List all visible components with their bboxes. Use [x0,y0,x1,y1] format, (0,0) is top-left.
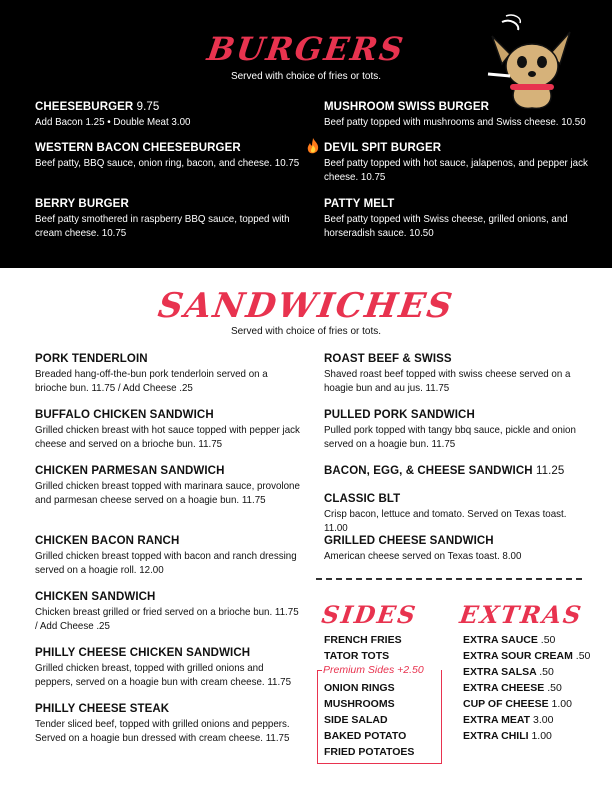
item-name: ROAST BEEF & SWISS [324,353,452,365]
item-name: WESTERN BACON CHEESEBURGER [35,142,241,154]
premium-sides-list [324,680,414,760]
extra-price: 1.00 [551,698,572,710]
item-name: CLASSIC BLT [324,493,401,505]
list-item [463,648,590,664]
sandwiches-subtitle: Served with choice of fries or tots. [230,326,382,337]
extra-name: EXTRA SAUCE [463,634,538,646]
item-desc: Beef patty topped with Swiss cheese, grilled onions, and horseradish sauce. 10.50 [324,213,568,239]
item-desc: Breaded hang-off-the-bun pork tenderloin served on a brioche bun. 11.75 / Add Cheese .25 [35,368,268,394]
menu-item [324,534,586,563]
list-item [463,632,590,648]
item-name: CHEESEBURGER [35,101,134,113]
extra-name: EXTRA MEAT [463,714,531,726]
sandwiches-title: SANDWICHES [155,286,457,326]
menu-item [35,534,297,577]
item-desc: Chicken breast grilled or fried served on a brioche bun. 11.75 / Add Cheese .25 [35,606,299,632]
extra-price: 1.00 [531,730,552,742]
menu-item [324,408,586,451]
item-name: BERRY BURGER [35,198,129,210]
list-item: FRENCH FRIES [324,634,402,646]
list-item: MUSHROOMS [324,698,395,710]
sides-list [324,632,402,664]
extra-price: .50 [539,666,554,678]
extras-list [463,632,590,744]
item-name: PORK TENDERLOIN [35,353,148,365]
extra-name: EXTRA SOUR CREAM [463,650,573,662]
section-divider [316,578,582,580]
extra-price: .50 [540,634,556,646]
item-name: CHICKEN BACON RANCH [35,535,180,547]
chihuahua-mascot [480,14,580,110]
burgers-title: BURGERS [204,30,408,68]
menu-item [324,492,586,535]
premium-sides-label: Premium Sides +2.50 [323,664,428,676]
burgers-subtitle: Served with choice of fries or tots. [230,71,382,82]
list-item: SIDE SALAD [324,714,388,726]
item-name: BUFFALO CHICKEN SANDWICH [35,409,214,421]
item-desc: Crisp bacon, lettuce and tomato. Served on Texas toast. 11.00 [324,508,567,534]
item-desc: Grilled chicken breast topped with bacon and ranch dressing served on a hoagie roll. 12.00 [35,550,297,576]
list-item: ONION RINGS [324,682,395,694]
list-item: TATOR TOTS [324,650,390,662]
burgers-section [0,0,612,268]
list-item [463,664,590,680]
item-name: PATTY MELT [324,198,395,210]
list-item: BAKED POTATO [324,730,407,742]
list-item [463,712,590,728]
menu-item [324,352,586,395]
item-desc: Grilled chicken breast topped with marinara sauce, provolone and parmesan cheese served on a hoagie bun. 11.75 [35,480,300,506]
item-desc: Beef patty smothered in raspberry BBQ sauce, topped with cream cheese. 10.75 [35,213,290,239]
list-item [463,680,590,696]
menu-item [35,141,300,170]
item-desc: Grilled chicken breast with hot sauce topped with pepper jack cheese and served on a brioche bun. 11.75 [35,424,300,450]
item-desc: Beef patty topped with mushrooms and Swiss cheese. 10.50 [324,116,586,128]
item-desc: Add Bacon 1.25 • Double Meat 3.00 [35,116,191,128]
menu-item [35,590,297,633]
menu-item [324,197,586,240]
menu-item [35,352,297,395]
menu-item [324,464,586,479]
item-name: GRILLED CHEESE SANDWICH [324,535,494,547]
flame-icon [306,138,320,156]
item-name: PHILLY CHEESE CHICKEN SANDWICH [35,647,251,659]
menu-item [35,464,300,507]
menu-item [35,100,297,129]
item-desc: Pulled pork topped with tangy bbq sauce, pickle and onion served on a hoagie bun. 11.75 [324,424,576,450]
menu-item [35,197,297,240]
list-item: FRIED POTATOES [324,746,415,758]
extra-price: .50 [575,650,591,662]
extras-title: EXTRAS [457,600,585,629]
item-price: 9.75 [136,101,160,113]
item-desc: Beef patty, BBQ sauce, onion ring, bacon, and cheese. 10.75 [35,157,300,169]
item-name: CHICKEN PARMESAN SANDWICH [35,465,225,477]
extra-name: EXTRA CHILI [463,730,529,742]
item-name: MUSHROOM SWISS BURGER [324,101,490,113]
item-desc: Beef patty topped with hot sauce, jalapenos, and pepper jack cheese. 10.75 [324,157,588,183]
menu-item [324,141,586,184]
extra-name: EXTRA CHEESE [463,682,545,694]
list-item [463,728,590,744]
item-name: DEVIL SPIT BURGER [324,142,442,154]
menu-item [35,702,297,745]
menu-item [35,408,300,451]
item-name: PULLED PORK SANDWICH [324,409,475,421]
list-item [463,696,590,712]
item-price: 11.25 [535,465,565,477]
extra-name: CUP OF CHEESE [463,698,549,710]
item-name: PHILLY CHEESE STEAK [35,703,170,715]
item-name: CHICKEN SANDWICH [35,591,156,603]
item-desc: Tender sliced beef, topped with grilled onions and peppers. Served on a hoagie bun dressed with cream cheese. 11.75 [35,718,290,744]
item-desc: Shaved roast beef topped with swiss cheese served on a hoagie bun and au jus. 11.75 [324,368,571,394]
extra-price: .50 [547,682,562,694]
extra-name: EXTRA SALSA [463,666,537,678]
extra-price: 3.00 [533,714,554,726]
item-desc: American cheese served on Texas toast. 8.00 [324,550,522,562]
menu-item [35,646,297,689]
sides-title: SIDES [319,600,420,629]
item-desc: Grilled chicken breast, topped with grilled onions and peppers, served on a hoagie bun with cream cheese. 11.75 [35,662,292,688]
item-name: BACON, EGG, & CHEESE SANDWICH [324,465,533,477]
